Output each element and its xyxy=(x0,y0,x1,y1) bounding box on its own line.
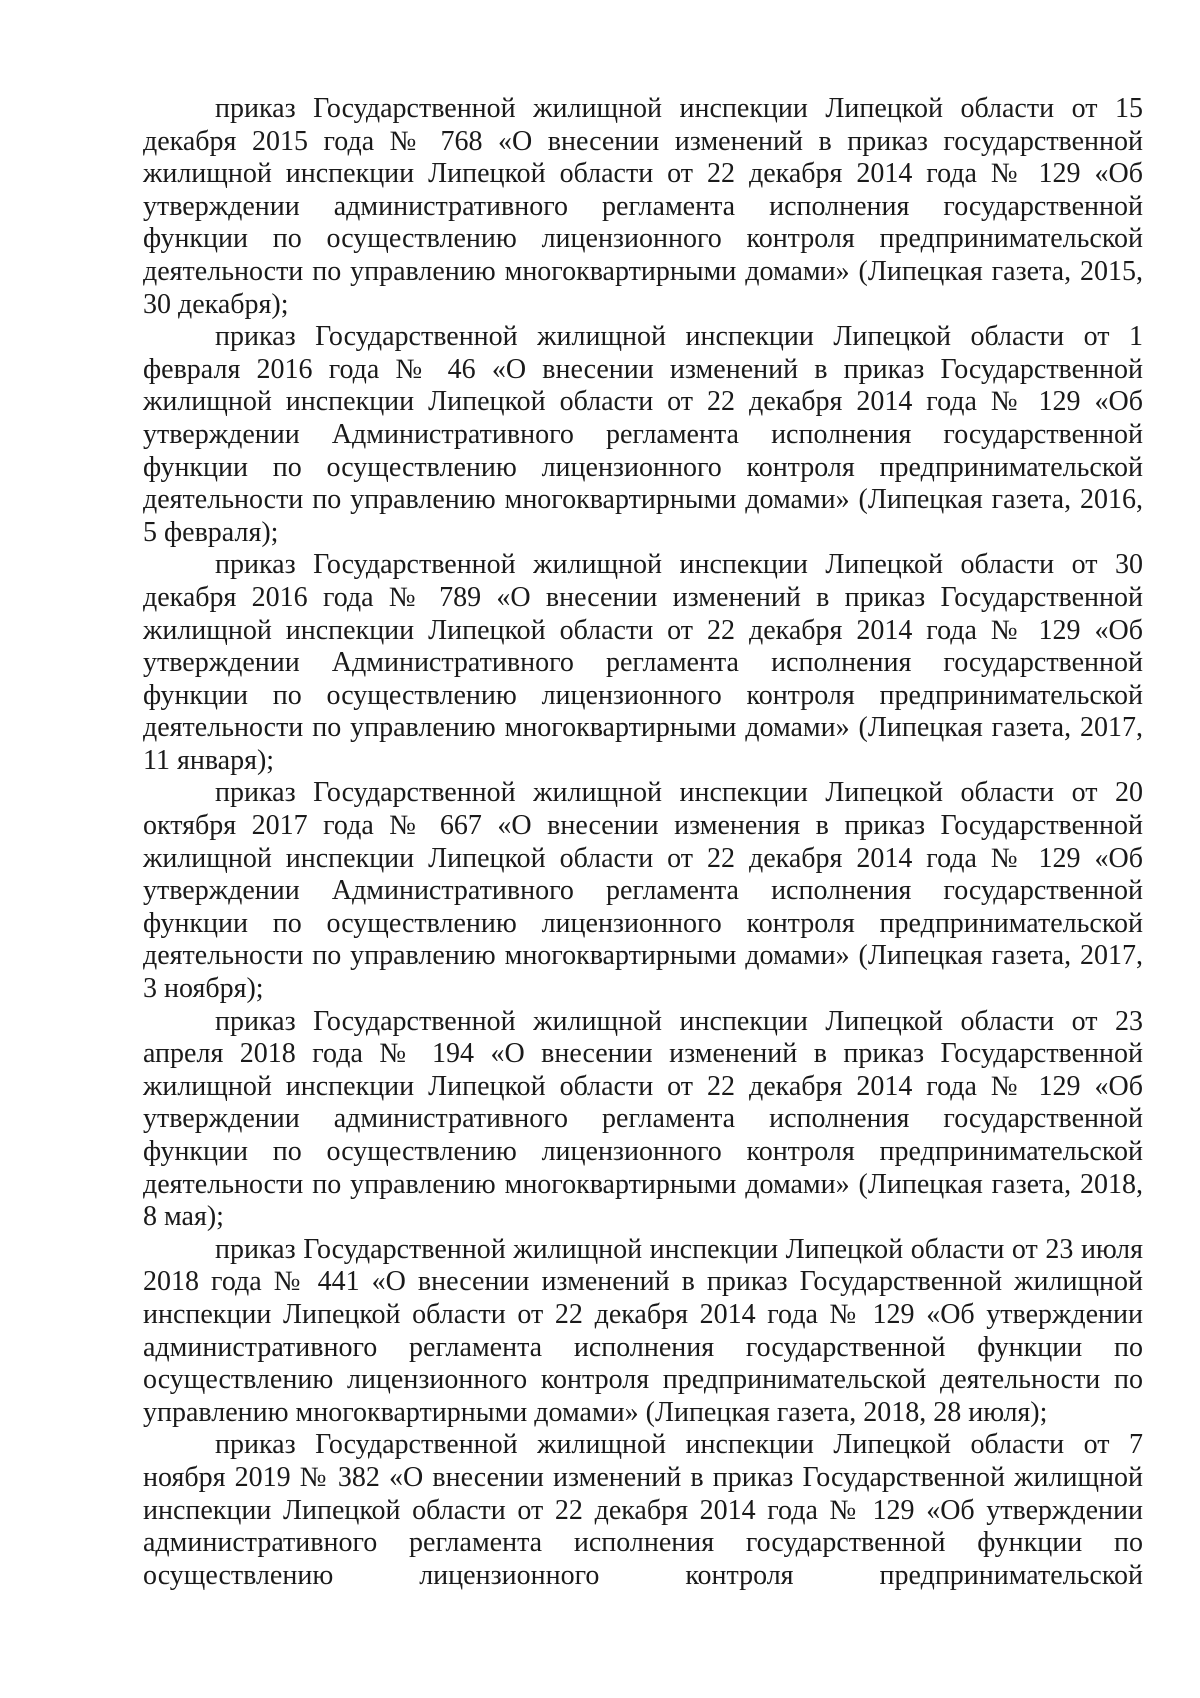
paragraph-order-46: приказ Государственной жилищной инспекции Липецкой области от 1 февраля 2016 года № 46 «О внесении изменений в приказ Государственной жилищной инспекции Липецкой области от 22 декабря 2014 года № 129 «Об утверждении Административного регламента исполнения государственной функции по осуществлению лицензионного контроля предпринимательской деятельности по управлению многоквартирными домами» (Липецкая газета, 2016, 5 февраля); xyxy=(143,321,1143,548)
document-body xyxy=(143,93,1143,1592)
paragraph-order-441: приказ Государственной жилищной инспекции Липецкой области от 23 июля 2018 года № 441 «О внесении изменений в приказ Государственной жилищной инспекции Липецкой области от 22 декабря 2014 года № 129 «Об утверждении административного регламента исполнения государственной функции по осуществлению лицензионного контроля предпринимательской деятельности по управлению многоквартирными домами» (Липецкая газета, 2018, 28 июля); xyxy=(143,1233,1143,1428)
paragraph-order-667: приказ Государственной жилищной инспекции Липецкой области от 20 октября 2017 года № 667 «О внесении изменения в приказ Государственной жилищной инспекции Липецкой области от 22 декабря 2014 года № 129 «Об утверждении Административного регламента исполнения государственной функции по осуществлению лицензионного контроля предпринимательской деятельности по управлению многоквартирными домами» (Липецкая газета, 2017, 3 ноября); xyxy=(143,777,1143,1005)
paragraph-order-194: приказ Государственной жилищной инспекции Липецкой области от 23 апреля 2018 года № 194 «О внесении изменений в приказ Государственной жилищной инспекции Липецкой области от 22 декабря 2014 года № 129 «Об утверждении административного регламента исполнения государственной функции по осуществлению лицензионного контроля предпринимательской деятельности по управлению многоквартирными домами» (Липецкая газета, 2018, 8 мая); xyxy=(143,1005,1143,1233)
paragraph-order-789: приказ Государственной жилищной инспекции Липецкой области от 30 декабря 2016 года № 789 «О внесении изменений в приказ Государственной жилищной инспекции Липецкой области от 22 декабря 2014 года № 129 «Об утверждении Административного регламента исполнения государственной функции по осуществлению лицензионного контроля предпринимательской деятельности по управлению многоквартирными домами» (Липецкая газета, 2017, 11 января); xyxy=(143,549,1143,776)
paragraph-order-382: приказ Государственной жилищной инспекции Липецкой области от 7 ноября 2019 № 382 «О внесении изменений в приказ Государственной жилищной инспекции Липецкой области от 22 декабря 2014 года № 129 «Об утверждении административного регламента исполнения государственной функции по осуществлению лицензионного контроля предпринимательской xyxy=(143,1429,1143,1591)
paragraph-order-768: приказ Государственной жилищной инспекции Липецкой области от 15 декабря 2015 года № 768 «О внесении изменений в приказ государственной жилищной инспекции Липецкой области от 22 декабря 2014 года № 129 «Об утверждении административного регламента исполнения государственной функции по осуществлению лицензионного контроля предпринимательской деятельности по управлению многоквартирными домами» (Липецкая газета, 2015, 30 декабря); xyxy=(143,93,1143,320)
